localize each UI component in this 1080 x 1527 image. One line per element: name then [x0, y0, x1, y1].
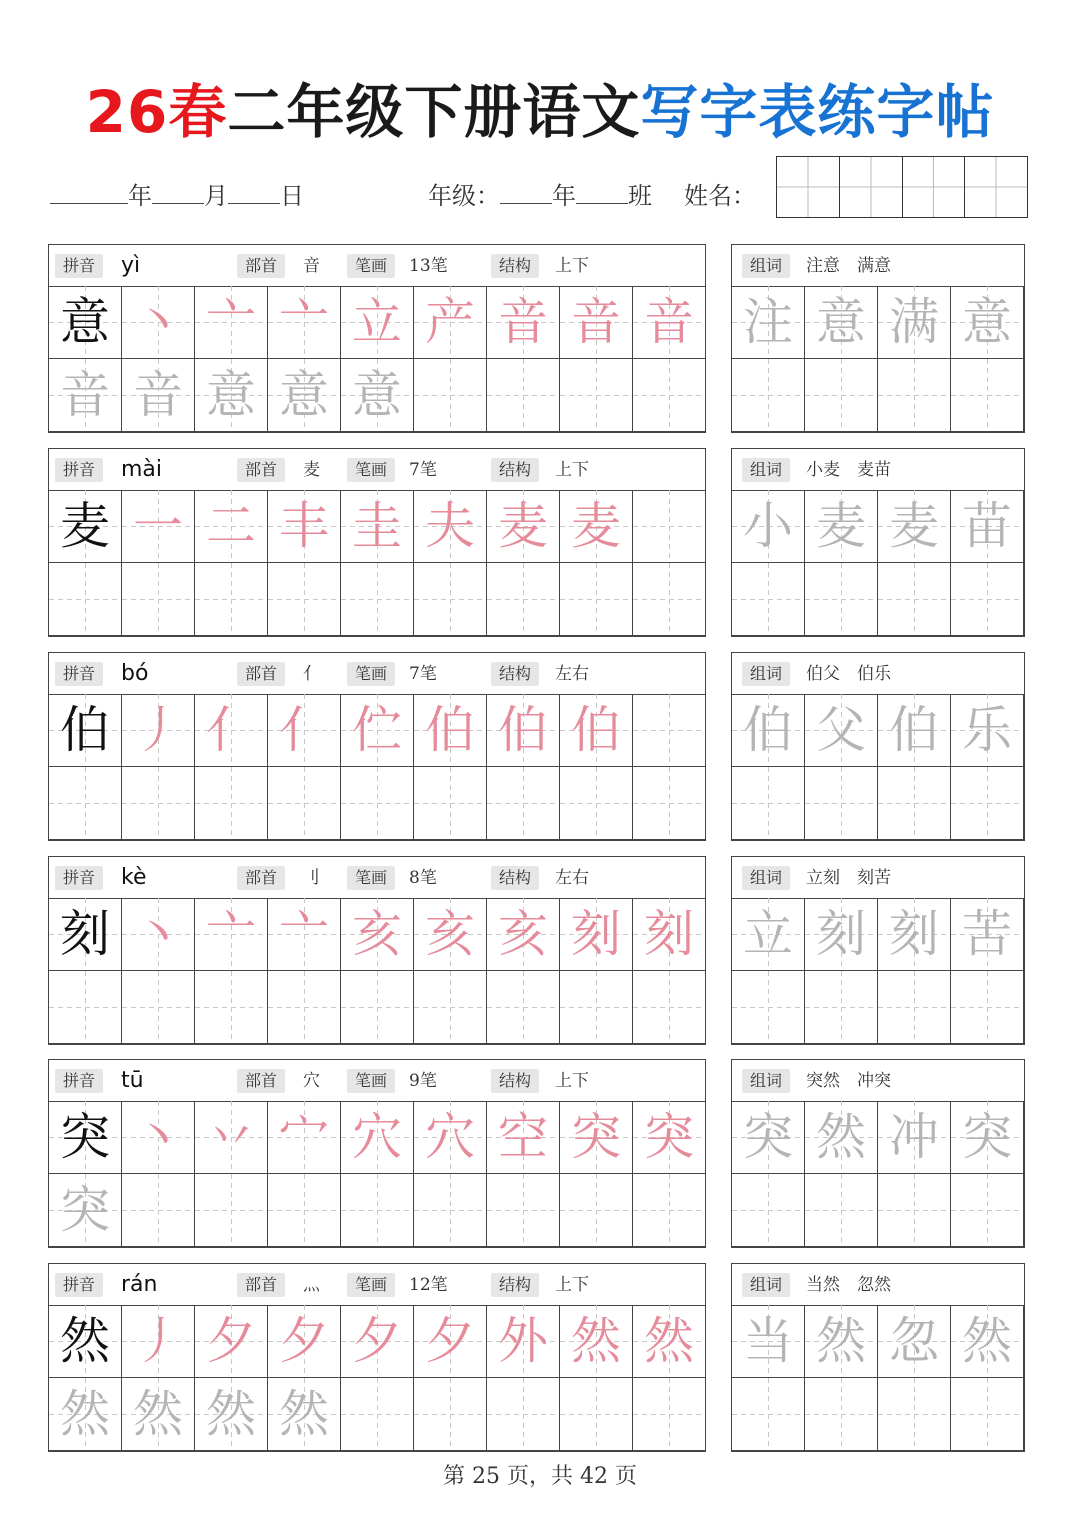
strokes-value: 8笔: [409, 868, 437, 888]
char-info-header: [49, 449, 705, 491]
word-trace-cell[interactable]: 满: [878, 286, 951, 359]
word-trace-cell[interactable]: 然: [951, 1305, 1024, 1378]
stroke-order-cell[interactable]: 亻: [195, 694, 268, 767]
word-practice-cell[interactable]: [951, 563, 1024, 636]
word-practice-cell[interactable]: [805, 1378, 878, 1451]
practice-cell[interactable]: [341, 971, 414, 1044]
char-practice-block: [48, 1263, 706, 1452]
practice-cell[interactable]: [268, 1174, 341, 1247]
word-trace-cell[interactable]: 注: [732, 286, 805, 359]
practice-cell[interactable]: 音: [122, 359, 195, 432]
page-title: [0, 74, 1080, 150]
stroke-order-cell[interactable]: 圭: [341, 490, 414, 563]
practice-cell[interactable]: [487, 359, 560, 432]
word-practice-cell[interactable]: [878, 1378, 951, 1451]
pinyin-label: 拼音: [55, 458, 103, 482]
char-info-header: [49, 1060, 705, 1102]
word-trace-cell[interactable]: 然: [805, 1305, 878, 1378]
strokes-label: 笔画: [347, 254, 395, 278]
stroke-order-cell[interactable]: 伫: [341, 694, 414, 767]
practice-cell[interactable]: 音: [49, 359, 122, 432]
radical-value: 灬: [303, 1275, 320, 1295]
practice-cell[interactable]: 然: [195, 1378, 268, 1451]
practice-cell[interactable]: [341, 563, 414, 636]
stroke-order-cell[interactable]: 立: [341, 286, 414, 359]
word-practice-cell[interactable]: [951, 1378, 1024, 1451]
pinyin-value: bó: [121, 661, 149, 686]
stroke-order-cell[interactable]: 刻: [633, 898, 706, 971]
word-trace-cell[interactable]: 突: [732, 1101, 805, 1174]
name-label: 姓名：: [684, 182, 756, 210]
strokes-value: 13笔: [409, 256, 448, 276]
practice-cell[interactable]: [414, 971, 487, 1044]
name-cell[interactable]: [777, 157, 840, 217]
word-practice-cell[interactable]: [732, 563, 805, 636]
word-practice-cell[interactable]: [951, 1174, 1024, 1247]
practice-cell[interactable]: [487, 1174, 560, 1247]
stroke-order-cell[interactable]: 丶: [122, 898, 195, 971]
word-trace-cell[interactable]: 苦: [951, 898, 1024, 971]
word-practice-block: [731, 448, 1025, 637]
radical-value: 刂: [303, 868, 320, 888]
structure-label: 结构: [491, 458, 539, 482]
stroke-order-cell[interactable]: 音: [633, 286, 706, 359]
practice-cell[interactable]: [560, 1174, 633, 1247]
practice-cell[interactable]: [414, 563, 487, 636]
words-value: 当然 忽然: [806, 1275, 891, 1295]
radical-value: 亻: [303, 664, 320, 684]
word-trace-cell[interactable]: 当: [732, 1305, 805, 1378]
practice-cell[interactable]: [487, 971, 560, 1044]
char-practice-block: [48, 448, 706, 637]
stroke-order-cell[interactable]: 丶: [122, 286, 195, 359]
radical-label: 部首: [237, 866, 285, 890]
char-info-header: [49, 653, 705, 695]
words-label: 组词: [742, 866, 790, 890]
word-grid: [732, 1305, 1024, 1451]
practice-cell[interactable]: [122, 563, 195, 636]
word-header: [732, 653, 1024, 695]
pinyin-label: 拼音: [55, 662, 103, 686]
word-practice-cell[interactable]: [951, 767, 1024, 840]
practice-cell[interactable]: [487, 1378, 560, 1451]
word-trace-cell[interactable]: 忽: [878, 1305, 951, 1378]
word-practice-block: [731, 652, 1025, 841]
stroke-order-cell[interactable]: 丷: [195, 1101, 268, 1174]
stroke-order-cell[interactable]: 夕: [414, 1305, 487, 1378]
word-practice-block: [731, 1059, 1025, 1248]
stroke-order-cell[interactable]: 空: [487, 1101, 560, 1174]
stroke-order-cell[interactable]: 二: [195, 490, 268, 563]
word-practice-cell[interactable]: [805, 767, 878, 840]
word-trace-cell[interactable]: 乐: [951, 694, 1024, 767]
radical-label: 部首: [237, 458, 285, 482]
model-character: 刻: [49, 898, 122, 971]
strokes-value: 7笔: [409, 664, 437, 684]
month-blank[interactable]: [152, 181, 204, 204]
word-practice-cell[interactable]: [732, 1378, 805, 1451]
stroke-order-cell[interactable]: 麦: [487, 490, 560, 563]
word-practice-block: [731, 1263, 1025, 1452]
strokes-value: 7笔: [409, 460, 437, 480]
practice-cell[interactable]: [122, 971, 195, 1044]
word-trace-cell[interactable]: 意: [805, 286, 878, 359]
word-grid: [732, 286, 1024, 432]
strokes-label: 笔画: [347, 1273, 395, 1297]
stroke-order-cell[interactable]: 丶: [122, 1101, 195, 1174]
word-header: [732, 857, 1024, 899]
stroke-order-cell[interactable]: 伯: [560, 694, 633, 767]
practice-cell[interactable]: [633, 563, 706, 636]
practice-cell[interactable]: [268, 563, 341, 636]
word-trace-cell[interactable]: 苗: [951, 490, 1024, 563]
word-header: [732, 245, 1024, 287]
stroke-order-cell[interactable]: 丿: [122, 694, 195, 767]
stroke-order-cell[interactable]: 一: [122, 490, 195, 563]
word-grid: [732, 898, 1024, 1044]
practice-cell[interactable]: [560, 767, 633, 840]
word-practice-cell[interactable]: [732, 359, 805, 432]
practice-cell[interactable]: [49, 563, 122, 636]
practice-cell[interactable]: [195, 971, 268, 1044]
radical-label: 部首: [237, 1069, 285, 1093]
strokes-label: 笔画: [347, 866, 395, 890]
practice-cell[interactable]: [560, 1378, 633, 1451]
word-practice-cell[interactable]: [951, 971, 1024, 1044]
word-trace-cell[interactable]: 麦: [805, 490, 878, 563]
strokes-value: 9笔: [409, 1071, 437, 1091]
words-label: 组词: [742, 1069, 790, 1093]
practice-cell[interactable]: 然: [49, 1378, 122, 1451]
stroke-order-cell[interactable]: 麦: [560, 490, 633, 563]
pinyin-value: tū: [121, 1068, 144, 1093]
strokes-label: 笔画: [347, 458, 395, 482]
practice-cell[interactable]: [414, 767, 487, 840]
stroke-order-cell[interactable]: [633, 694, 706, 767]
word-practice-cell[interactable]: [805, 563, 878, 636]
word-practice-cell[interactable]: [805, 1174, 878, 1247]
practice-cell[interactable]: [341, 767, 414, 840]
stroke-order-cell[interactable]: 突: [633, 1101, 706, 1174]
model-character: 意: [49, 286, 122, 359]
pinyin-label: 拼音: [55, 1069, 103, 1093]
word-trace-cell[interactable]: 意: [951, 286, 1024, 359]
word-trace-cell[interactable]: 父: [805, 694, 878, 767]
year-blank[interactable]: [50, 181, 128, 204]
practice-cell[interactable]: [414, 359, 487, 432]
stroke-order-cell[interactable]: 宀: [268, 1101, 341, 1174]
name-cell[interactable]: [840, 157, 903, 217]
word-practice-cell[interactable]: [951, 359, 1024, 432]
char-info-header: [49, 857, 705, 899]
words-value: 突然 冲突: [806, 1071, 891, 1091]
practice-cell[interactable]: [49, 767, 122, 840]
name-box[interactable]: [776, 156, 1028, 218]
word-trace-cell[interactable]: 突: [951, 1101, 1024, 1174]
stroke-order-cell[interactable]: 音: [487, 286, 560, 359]
word-practice-cell[interactable]: [878, 359, 951, 432]
radical-value: 音: [303, 256, 320, 276]
grade-blank[interactable]: [500, 181, 552, 204]
practice-cell[interactable]: [122, 767, 195, 840]
char-info-header: [49, 245, 705, 287]
stroke-order-cell[interactable]: 突: [560, 1101, 633, 1174]
word-practice-cell[interactable]: [732, 1174, 805, 1247]
word-practice-cell[interactable]: [878, 563, 951, 636]
structure-value: 上下: [555, 256, 589, 276]
practice-cell[interactable]: [633, 359, 706, 432]
word-trace-cell[interactable]: 刻: [878, 898, 951, 971]
pinyin-label: 拼音: [55, 1273, 103, 1297]
writing-grid: [49, 898, 706, 1044]
stroke-order-cell[interactable]: 伯: [414, 694, 487, 767]
pinyin-value: rán: [121, 1272, 158, 1297]
stroke-order-cell[interactable]: 亥: [487, 898, 560, 971]
word-practice-cell[interactable]: [805, 971, 878, 1044]
words-label: 组词: [742, 254, 790, 278]
radical-value: 穴: [303, 1071, 320, 1091]
stroke-order-cell[interactable]: 穴: [341, 1101, 414, 1174]
class-label: 班: [628, 182, 652, 210]
strokes-value: 12笔: [409, 1275, 448, 1295]
word-trace-cell[interactable]: 伯: [878, 694, 951, 767]
stroke-order-cell[interactable]: 亠: [195, 898, 268, 971]
words-value: 立刻 刻苦: [806, 868, 891, 888]
stroke-order-cell[interactable]: 刻: [560, 898, 633, 971]
word-trace-cell[interactable]: 冲: [878, 1101, 951, 1174]
char-practice-block: [48, 1059, 706, 1248]
pinyin-value: yì: [121, 253, 141, 278]
pinyin-label: 拼音: [55, 254, 103, 278]
practice-cell[interactable]: [414, 1174, 487, 1247]
char-info-header: [49, 1264, 705, 1306]
practice-cell[interactable]: [268, 767, 341, 840]
pinyin-label: 拼音: [55, 866, 103, 890]
word-practice-cell[interactable]: [878, 971, 951, 1044]
structure-value: 左右: [555, 664, 589, 684]
word-practice-cell[interactable]: [878, 767, 951, 840]
practice-cell[interactable]: 意: [341, 359, 414, 432]
writing-grid: [49, 286, 706, 432]
practice-cell[interactable]: 然: [122, 1378, 195, 1451]
word-header: [732, 1264, 1024, 1306]
stroke-order-cell[interactable]: 夕: [268, 1305, 341, 1378]
day-blank[interactable]: [228, 181, 280, 204]
stroke-order-cell[interactable]: 产: [414, 286, 487, 359]
char-practice-block: [48, 856, 706, 1045]
stroke-order-cell[interactable]: 亥: [341, 898, 414, 971]
stroke-order-cell[interactable]: 亠: [268, 898, 341, 971]
stroke-order-cell[interactable]: 亻: [268, 694, 341, 767]
char-practice-block: [48, 652, 706, 841]
radical-label: 部首: [237, 254, 285, 278]
word-practice-block: [731, 244, 1025, 433]
word-practice-cell[interactable]: [805, 359, 878, 432]
stroke-order-cell[interactable]: 然: [633, 1305, 706, 1378]
word-trace-cell[interactable]: 立: [732, 898, 805, 971]
practice-cell[interactable]: [560, 971, 633, 1044]
stroke-order-cell[interactable]: 亥: [414, 898, 487, 971]
month-label: 月: [204, 182, 228, 210]
page-footer: 第 25 页，共 42 页: [443, 1464, 637, 1489]
words-value: 小麦 麦苗: [806, 460, 891, 480]
practice-cell[interactable]: [633, 767, 706, 840]
structure-value: 上下: [555, 1071, 589, 1091]
grade-label: 年级：: [428, 182, 500, 210]
model-character: 伯: [49, 694, 122, 767]
practice-cell[interactable]: 意: [195, 359, 268, 432]
day-label: 日: [280, 182, 304, 210]
stroke-order-cell[interactable]: 丰: [268, 490, 341, 563]
words-value: 注意 满意: [806, 256, 891, 276]
stroke-order-cell[interactable]: 音: [560, 286, 633, 359]
name-cell[interactable]: [903, 157, 966, 217]
date-line: [50, 176, 304, 211]
practice-cell[interactable]: [122, 1174, 195, 1247]
writing-grid: [49, 694, 706, 840]
structure-value: 左右: [555, 868, 589, 888]
writing-grid: [49, 490, 706, 636]
words-label: 组词: [742, 1273, 790, 1297]
stroke-order-cell[interactable]: 伯: [487, 694, 560, 767]
word-grid: [732, 490, 1024, 636]
word-practice-cell[interactable]: [732, 971, 805, 1044]
practice-cell[interactable]: 意: [268, 359, 341, 432]
writing-grid: [49, 1101, 706, 1247]
title-red: 26春: [85, 78, 228, 146]
practice-cell[interactable]: [195, 1174, 268, 1247]
word-practice-cell[interactable]: [732, 767, 805, 840]
strokes-label: 笔画: [347, 662, 395, 686]
practice-cell[interactable]: [341, 1174, 414, 1247]
practice-cell[interactable]: [560, 359, 633, 432]
practice-cell[interactable]: [633, 1174, 706, 1247]
practice-cell[interactable]: [633, 971, 706, 1044]
structure-value: 上下: [555, 460, 589, 480]
strokes-label: 笔画: [347, 1069, 395, 1093]
practice-cell[interactable]: [487, 563, 560, 636]
word-trace-cell[interactable]: 刻: [805, 898, 878, 971]
structure-label: 结构: [491, 254, 539, 278]
practice-cell[interactable]: 突: [49, 1174, 122, 1247]
words-label: 组词: [742, 662, 790, 686]
practice-cell[interactable]: [195, 563, 268, 636]
stroke-order-cell[interactable]: 然: [560, 1305, 633, 1378]
grade-year-label: 年: [552, 182, 576, 210]
grade-name-line: [428, 176, 756, 211]
stroke-order-cell[interactable]: 亠: [268, 286, 341, 359]
pinyin-value: kè: [121, 865, 147, 890]
stroke-order-cell[interactable]: 夕: [195, 1305, 268, 1378]
word-practice-cell[interactable]: [878, 1174, 951, 1247]
stroke-order-cell[interactable]: 亠: [195, 286, 268, 359]
word-trace-cell[interactable]: 然: [805, 1101, 878, 1174]
word-trace-cell[interactable]: 小: [732, 490, 805, 563]
stroke-order-cell[interactable]: 穴: [414, 1101, 487, 1174]
word-header: [732, 1060, 1024, 1102]
stroke-order-cell[interactable]: [633, 490, 706, 563]
practice-cell[interactable]: [487, 767, 560, 840]
stroke-order-cell[interactable]: 夫: [414, 490, 487, 563]
char-practice-block: [48, 244, 706, 433]
title-black: 二年级下册语文: [227, 78, 641, 146]
model-character: 突: [49, 1101, 122, 1174]
practice-cell[interactable]: 然: [268, 1378, 341, 1451]
model-character: 然: [49, 1305, 122, 1378]
word-trace-cell[interactable]: 麦: [878, 490, 951, 563]
practice-cell[interactable]: [268, 971, 341, 1044]
practice-cell[interactable]: [341, 1378, 414, 1451]
structure-label: 结构: [491, 662, 539, 686]
structure-value: 上下: [555, 1275, 589, 1295]
stroke-order-cell[interactable]: 夕: [341, 1305, 414, 1378]
stroke-order-cell[interactable]: 外: [487, 1305, 560, 1378]
class-blank[interactable]: [576, 181, 628, 204]
word-grid: [732, 694, 1024, 840]
practice-cell[interactable]: [633, 1378, 706, 1451]
word-header: [732, 449, 1024, 491]
structure-label: 结构: [491, 866, 539, 890]
word-grid: [732, 1101, 1024, 1247]
words-label: 组词: [742, 458, 790, 482]
structure-label: 结构: [491, 1069, 539, 1093]
practice-cell[interactable]: [414, 1378, 487, 1451]
word-trace-cell[interactable]: 伯: [732, 694, 805, 767]
stroke-order-cell[interactable]: 丿: [122, 1305, 195, 1378]
structure-label: 结构: [491, 1273, 539, 1297]
year-label: 年: [128, 182, 152, 210]
radical-value: 麦: [303, 460, 320, 480]
writing-grid: [49, 1305, 706, 1451]
radical-label: 部首: [237, 1273, 285, 1297]
pinyin-value: mài: [121, 457, 163, 482]
practice-cell[interactable]: [49, 971, 122, 1044]
model-character: 麦: [49, 490, 122, 563]
radical-label: 部首: [237, 662, 285, 686]
name-cell[interactable]: [965, 157, 1027, 217]
practice-cell[interactable]: [195, 767, 268, 840]
practice-cell[interactable]: [560, 563, 633, 636]
title-blue: 写字表练字帖: [640, 78, 995, 146]
word-practice-block: [731, 856, 1025, 1045]
words-value: 伯父 伯乐: [806, 664, 891, 684]
